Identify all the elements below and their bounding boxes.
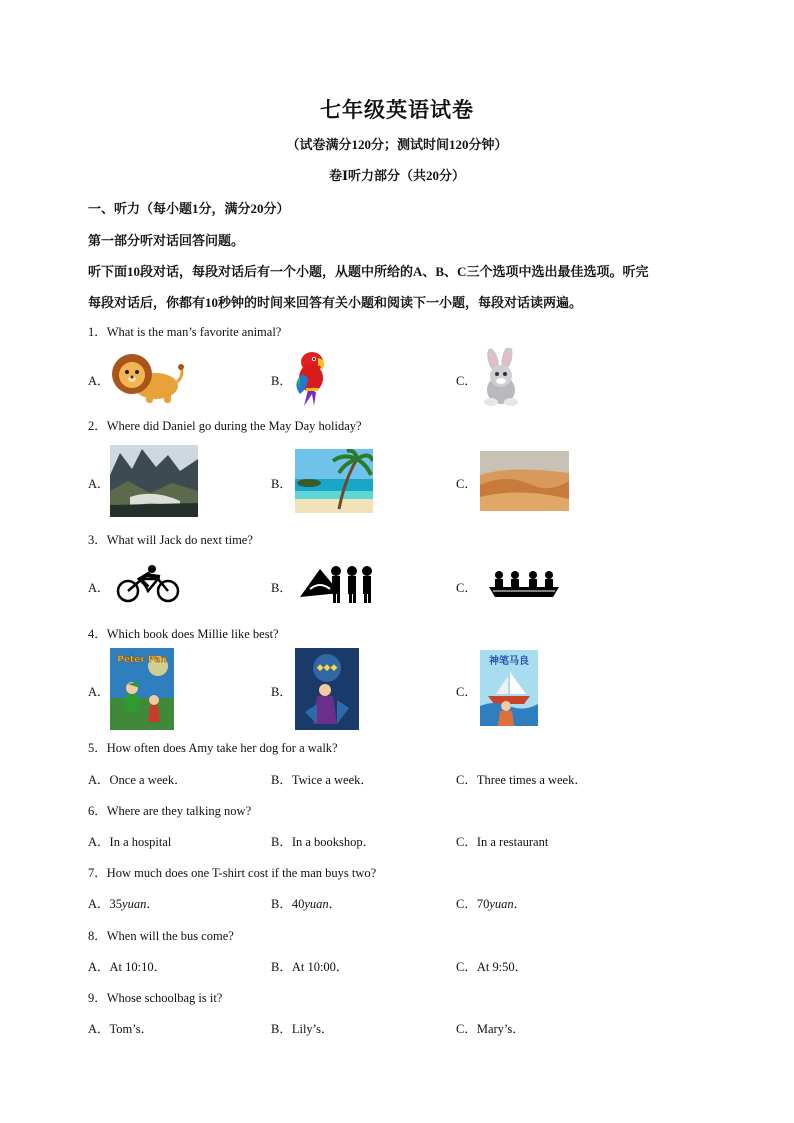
exam-info: （试卷满分120分；测试时间120分钟） bbox=[286, 137, 508, 152]
q9-option-b[interactable]: B．Lily’s． bbox=[271, 1022, 334, 1036]
parrot-icon bbox=[294, 348, 332, 406]
q4-option-c-label[interactable]: C． bbox=[456, 685, 477, 699]
q7-option-b-end: ． bbox=[328, 897, 342, 911]
instruction-line-2: 每段对话后，你都有10秒钟的时间来回答有关小题和阅读下一小题，每段对话读两遍。 bbox=[88, 295, 583, 310]
q4-option-a-label[interactable]: A． bbox=[88, 685, 110, 699]
q2-option-b-label[interactable]: B． bbox=[271, 477, 292, 491]
lion-icon bbox=[108, 348, 184, 406]
q9-option-a[interactable]: A．Tom’s． bbox=[88, 1022, 154, 1036]
q3-option-a-label[interactable]: A． bbox=[88, 581, 110, 595]
hiking-icon bbox=[300, 563, 376, 603]
instruction-line-1: 听下面10段对话，每段对话后有一个小题，从题中所给的A、B、C三个选项中选出最佳选项。听完 bbox=[88, 264, 649, 279]
svg-text:◆◆◆: ◆◆◆ bbox=[316, 663, 338, 673]
question-6: 6．Where are they talking now? bbox=[88, 804, 252, 818]
question-7: 7．How much does one T-shirt cost if the man buys two? bbox=[88, 866, 377, 880]
q7-option-b-amount: B．40 bbox=[271, 897, 305, 911]
q7-option-b[interactable] bbox=[271, 894, 341, 912]
q8-option-b[interactable]: B．At 10:00． bbox=[271, 960, 349, 974]
q7-option-b-unit: yuan bbox=[304, 897, 329, 911]
q7-option-a-unit: yuan bbox=[122, 897, 147, 911]
mountain-photo bbox=[110, 445, 198, 517]
q1-option-c-label[interactable]: C． bbox=[456, 374, 477, 388]
question-2: 2．Where did Daniel go during the May Day holiday? bbox=[88, 419, 362, 433]
part-heading: 一、听力（每小题1分，满分20分） bbox=[88, 201, 290, 216]
question-1: 1．What is the man’s favorite animal? bbox=[88, 325, 282, 339]
q6-option-b[interactable]: B．In a bookshop． bbox=[271, 835, 376, 849]
q4-option-b-label[interactable]: B． bbox=[271, 685, 292, 699]
q7-option-c[interactable] bbox=[456, 894, 526, 912]
peter-pan-cover-title: Peter Pan bbox=[117, 655, 167, 665]
q7-option-a-end: ． bbox=[146, 897, 159, 911]
q2-option-a-label[interactable]: A． bbox=[88, 477, 110, 491]
section-title: 卷Ⅰ听力部分（共20分） bbox=[328, 168, 466, 183]
q1-option-a-label[interactable]: A． bbox=[88, 374, 110, 388]
chinese-book-cover-title: 神笔马良 bbox=[489, 656, 529, 667]
desert-photo bbox=[480, 451, 569, 511]
chinese-book-cover bbox=[480, 650, 538, 726]
question-9: 9．Whose schoolbag is it? bbox=[88, 991, 223, 1005]
part-subheading: 第一部分听对话回答问题。 bbox=[88, 233, 245, 248]
peter-pan-cover bbox=[110, 648, 174, 730]
page-title: 七年级英语试卷 bbox=[320, 98, 474, 122]
q8-option-a[interactable]: A．At 10:10． bbox=[88, 960, 167, 974]
q1-option-b-label[interactable]: B． bbox=[271, 374, 292, 388]
question-8: 8．When will the bus come? bbox=[88, 929, 234, 943]
q3-option-c-label[interactable]: C． bbox=[456, 581, 477, 595]
q8-option-c[interactable]: C．At 9:50． bbox=[456, 960, 528, 974]
q5-option-b[interactable]: B．Twice a week． bbox=[271, 773, 373, 787]
q7-option-c-amount: C．70 bbox=[456, 897, 490, 911]
question-3: 3．What will Jack do next time? bbox=[88, 533, 253, 547]
boating-icon bbox=[489, 569, 559, 599]
question-5: 5．How often does Amy take her dog for a walk? bbox=[88, 741, 338, 755]
q2-option-c-label[interactable]: C． bbox=[456, 477, 477, 491]
cycling-icon bbox=[116, 565, 180, 603]
movie-poster-cover bbox=[295, 648, 359, 730]
q6-option-a[interactable]: A．In a hospital bbox=[88, 835, 172, 849]
q6-option-c[interactable]: C．In a restaurant bbox=[456, 835, 549, 849]
beach-photo bbox=[295, 449, 373, 513]
q7-option-c-unit: yuan bbox=[489, 897, 514, 911]
q9-option-c[interactable]: C．Mary’s． bbox=[456, 1022, 525, 1036]
question-4: 4．Which book does Millie like best? bbox=[88, 627, 279, 641]
q5-option-c[interactable]: C．Three times a week． bbox=[456, 773, 587, 787]
rabbit-icon bbox=[479, 348, 523, 406]
q7-option-a-amount: A．35 bbox=[88, 897, 123, 911]
q7-option-a[interactable] bbox=[88, 894, 159, 912]
q3-option-b-label[interactable]: B． bbox=[271, 581, 292, 595]
q5-option-a[interactable]: A．Once a week． bbox=[88, 773, 187, 787]
q7-option-c-end: ． bbox=[513, 897, 527, 911]
